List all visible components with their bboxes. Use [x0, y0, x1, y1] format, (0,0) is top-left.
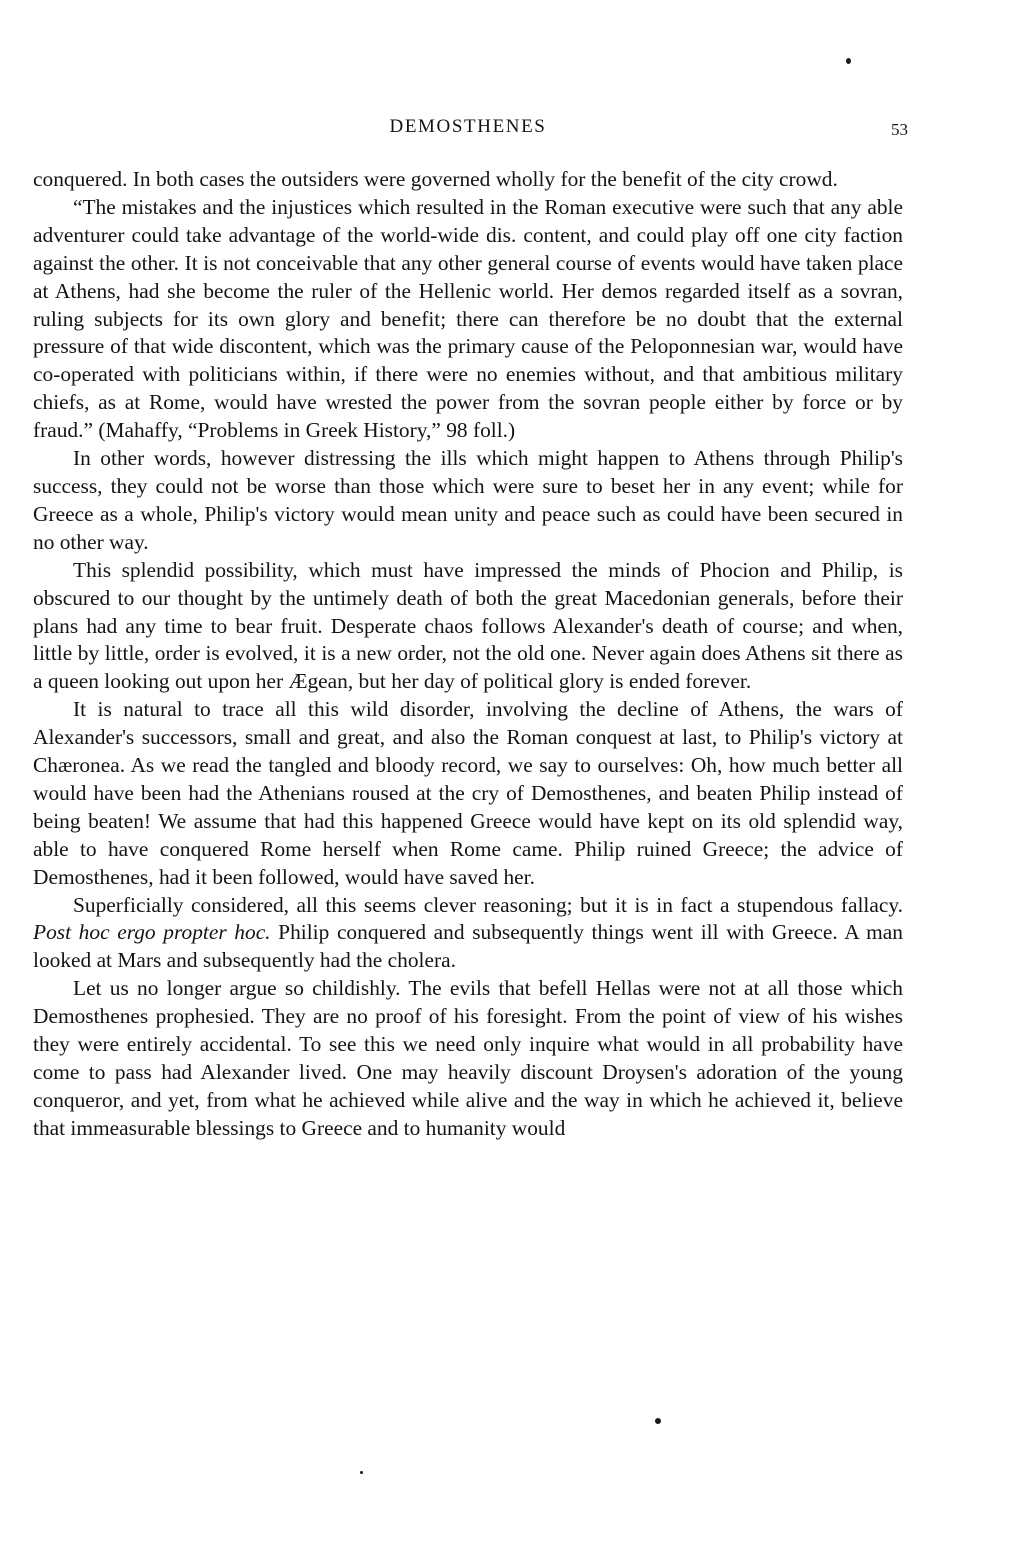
paragraph-text: Superficially considered, all this seems clever reasoning; but it is in fact a stupendous fallacy.: [73, 892, 903, 917]
paragraph-splendid-possibility: This splendid possibility, which must have impressed the minds of Phocion and Philip, is obscured to our thought by the untimely death of both the great Macedonian generals, before their plans had any time to bear fruit. Desperate chaos follows Alexander's death of course; and when, little by little, order is evolved, it is a new order, not the old one. Never again does Athens sit there as a queen looking out upon her Ægean, but her day of political glory is ended forever.: [33, 557, 903, 694]
paragraph-superficially: [33, 892, 903, 976]
paragraph-no-longer-argue: Let us no longer argue so childishly. The evils that befell Hellas were not at all those which Demosthenes prophesied. They are no proof of his foresight. From the point of view of his wishes they were entirely accidental. To see this we need only inquire what would in all probability have come to pass had Alexander lived. One may heavily discount Droysen's adoration of the young conqueror, and yet, from what he achieved while alive and the way in which he achieved it, believe that immeasurable blessings to Greece and to humanity would: [33, 976, 903, 1140]
ink-speck: [655, 1418, 661, 1424]
paragraph-text: Philip conquered and subsequently things went ill with Greece. A man looked at Mars and subsequently had the cholera.: [33, 920, 903, 973]
paragraph-mahaffy-quote: “The mistakes and the injustices which resulted in the Roman executive were such that any able adventurer could take advantage of the world-wide dis. content, and could play off one city faction against the other. It is not conceivable that any other general course of events would have taken place at Athens, had she become the ruler of the Hellenic world. Her demos regarded itself as a sovran, ruling subjects for its own glory and benefit; there can therefore be no doubt that the external pressure of that wide discontent, which was the primary cause of the Peloponnesian war, would have co-operated with politicians within, if there were no enemies without, and that ambitious military chiefs, as at Rome, would have wrested the power from the sovran people either by force or by fraud.” (Mahaffy, “Problems in Greek History,” 98 foll.): [33, 194, 903, 443]
page-number: 53: [891, 120, 908, 139]
paragraph-other-words: In other words, however distressing the ills which might happen to Athens through Philip's success, they could not be worse than those which were sure to beset her in any event; while for Greece as a whole, Philip's victory would mean unity and peace such as could have been secured in no other way.: [33, 446, 903, 554]
ink-speck: [360, 1471, 363, 1474]
body-text: [33, 166, 903, 1143]
page-header: [28, 116, 908, 142]
paragraph-natural-to-trace: It is natural to trace all this wild disorder, involving the decline of Athens, the wars of Alexander's successors, small and great, and also the Roman conquest at last, to Philip's victory at Chæronea. As we read the tangled and bloody record, we say to ourselves: Oh, how much better all would have been had the Athenians roused at the cry of Demosthenes, and beaten Philip instead of being beaten! We assume that had this happened Greece would have kept on its old splendid way, able to have conquered Rome herself when Rome came. Philip ruined Greece; the advice of Demosthenes, had it been followed, would have saved her.: [33, 697, 903, 889]
running-title: DEMOSTHENES: [389, 116, 547, 137]
latin-phrase: Post hoc ergo propter hoc.: [33, 920, 271, 945]
paragraph-continuation: conquered. In both cases the outsiders were governed wholly for the benefit of the city crowd.: [33, 167, 838, 191]
ink-speck: [846, 58, 851, 64]
